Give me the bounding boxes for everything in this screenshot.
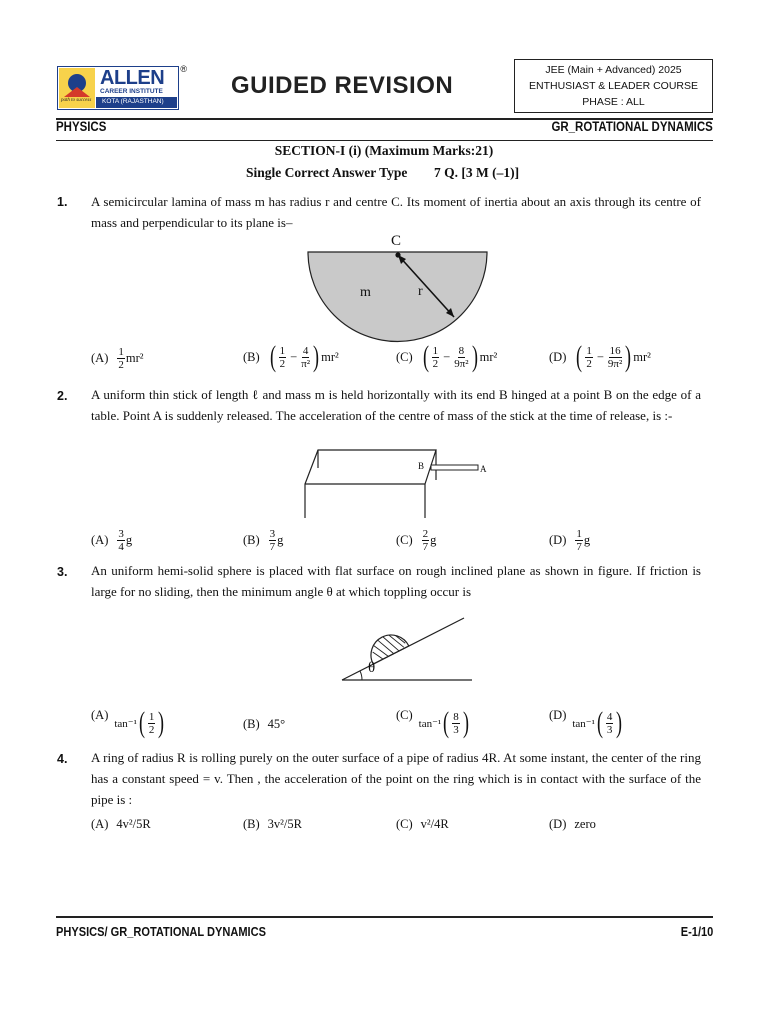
option-prefix: tan⁻¹ — [114, 717, 137, 730]
question-number: 1. — [57, 195, 68, 209]
denominator: 3 — [453, 723, 459, 736]
course-info-line1: JEE (Main + Advanced) 2025 — [545, 64, 682, 76]
logo-tagline: path to success — [61, 98, 92, 103]
option-c[interactable] — [396, 528, 436, 553]
fraction — [117, 528, 125, 553]
fraction — [279, 345, 287, 370]
fraction — [301, 345, 310, 370]
section-title: SECTION-I (i) (Maximum Marks:21) — [274, 143, 494, 158]
option-text: 3v²/5R — [267, 817, 302, 831]
label-a: A — [480, 464, 487, 474]
question-number: 2. — [57, 389, 68, 403]
right-paren: ) — [462, 706, 469, 739]
option-label: (B) — [243, 817, 260, 831]
option-label: (C) — [396, 817, 413, 831]
left-paren: ( — [269, 340, 276, 373]
option-text: 45° — [267, 717, 286, 731]
denominator: 7 — [269, 541, 276, 553]
option-c[interactable] — [396, 342, 497, 372]
left-paren: ( — [443, 706, 450, 739]
logo-line1: CAREER INSTITUTE — [100, 88, 163, 95]
question-text: A semicircular lamina of mass m has radius r and centre C. Its moment of inertia about an axis through its centre of mass and perpendicular to its plane is– — [91, 194, 701, 230]
option-suffix: g — [430, 533, 437, 547]
option-a[interactable] — [91, 817, 151, 832]
label-b: B — [418, 461, 425, 471]
option-suffix: mr² — [479, 349, 498, 364]
option-suffix: mr² — [321, 349, 339, 364]
denominator: 9π² — [454, 357, 469, 370]
option-c[interactable] — [396, 817, 449, 832]
option-label: (A) — [91, 708, 109, 722]
denominator: 9π² — [607, 357, 623, 370]
left-paren: ( — [422, 340, 429, 373]
incline-hemisphere-figure — [338, 614, 478, 684]
footer-topic: PHYSICS/ GR_ROTATIONAL DYNAMICS — [56, 924, 266, 939]
logo-brand: ALLEN — [100, 67, 165, 89]
fraction — [269, 528, 277, 553]
option-label: (C) — [396, 708, 413, 722]
question-text: An uniform hemi-solid sphere is placed with flat surface on rough inclined plane as shown in figure. If friction is large for no sliding, then the minimum angle θ at which toppling occur is — [91, 563, 701, 599]
option-suffix: g — [583, 533, 591, 547]
option-d[interactable] — [549, 817, 596, 832]
numerator: 3 — [269, 528, 276, 540]
section-type: Single Correct Answer Type — [246, 165, 408, 180]
left-paren: ( — [596, 706, 603, 739]
left-paren: ( — [138, 706, 145, 739]
course-info-box — [514, 59, 713, 113]
option-prefix: tan⁻¹ — [418, 717, 442, 730]
right-paren: ) — [625, 340, 632, 373]
option-label: (D) — [549, 533, 567, 547]
numerator: 4 — [302, 344, 309, 357]
option-label: (B) — [243, 349, 260, 364]
denominator: 2 — [279, 357, 286, 370]
option-suffix: mr² — [633, 349, 651, 364]
course-info-line3: PHASE : ALL — [582, 96, 645, 108]
fraction — [452, 711, 460, 736]
left-paren: ( — [576, 340, 583, 373]
fraction — [432, 345, 440, 370]
option-suffix: g — [277, 533, 284, 547]
registered-mark: ® — [180, 64, 187, 74]
minus-sign: − — [443, 349, 451, 364]
option-b[interactable] — [243, 342, 339, 372]
option-text: zero — [574, 817, 596, 831]
logo-line2: KOTA (RAJASTHAN) — [102, 98, 164, 105]
option-a[interactable] — [91, 708, 166, 738]
subject-label: PHYSICS — [56, 119, 107, 134]
option-text: v²/4R — [420, 817, 449, 831]
numerator: 1 — [279, 344, 286, 357]
label-r: r — [418, 284, 423, 299]
numerator: 16 — [609, 344, 621, 357]
option-label: (C) — [396, 349, 413, 364]
denominator: π² — [301, 357, 311, 370]
page-number: E-1/10 — [680, 924, 713, 939]
numerator: 8 — [453, 710, 459, 723]
fraction — [454, 345, 468, 370]
right-paren: ) — [313, 340, 320, 373]
minus-sign: − — [290, 349, 298, 364]
option-label: (D) — [549, 708, 567, 722]
denominator: 2 — [148, 723, 155, 736]
option-b[interactable] — [243, 817, 302, 832]
denominator: 7 — [576, 541, 582, 553]
question-number: 3. — [57, 565, 68, 579]
option-label: (B) — [243, 533, 260, 547]
option-c[interactable] — [396, 708, 471, 738]
numerator: 1 — [576, 528, 582, 540]
label-m: m — [360, 285, 371, 300]
option-a[interactable] — [91, 528, 132, 553]
numerator: 2 — [422, 528, 429, 540]
fraction — [585, 345, 593, 370]
fraction — [608, 345, 622, 370]
option-suffix: mr² — [125, 351, 144, 365]
option-label: (B) — [243, 717, 260, 731]
table-stick-figure — [300, 448, 490, 520]
footer-divider — [56, 916, 713, 918]
numerator: 1 — [432, 344, 439, 357]
option-label: (A) — [91, 351, 109, 365]
option-d[interactable] — [549, 528, 590, 553]
section-marks: 7 Q. [3 M (–1)] — [434, 165, 520, 180]
option-suffix: g — [125, 533, 133, 547]
numerator: 4 — [606, 710, 613, 723]
numerator: 3 — [118, 528, 124, 540]
numerator: 1 — [118, 346, 124, 358]
right-paren: ) — [471, 340, 478, 373]
question-text: A uniform thin stick of length ℓ and mass m is held horizontally with its end B hinged at a point B on the edge of a table. Point A is suddenly released. The acceleration of the centre of mass of the stick at the time of release, is :- — [91, 387, 701, 423]
denominator: 2 — [432, 357, 439, 370]
fraction — [148, 711, 156, 736]
allen-logo — [57, 64, 187, 110]
option-label: (D) — [549, 349, 567, 364]
label-theta: θ — [368, 660, 376, 676]
numerator: 1 — [586, 344, 592, 357]
option-b[interactable] — [243, 717, 285, 732]
course-info-line2: ENTHUSIAST & LEADER COURSE — [528, 80, 698, 92]
option-label: (C) — [396, 533, 413, 547]
option-label: (A) — [91, 533, 109, 547]
option-d[interactable] — [549, 342, 651, 372]
fraction — [575, 528, 583, 553]
right-paren: ) — [158, 706, 165, 739]
right-paren: ) — [616, 706, 623, 739]
denominator: 4 — [118, 541, 124, 553]
label-c: C — [391, 233, 402, 249]
fraction — [422, 528, 430, 553]
numerator: 8 — [458, 344, 465, 357]
denominator: 2 — [118, 359, 124, 371]
subheader-divider — [56, 140, 713, 141]
page-title: GUIDED REVISION — [231, 72, 454, 99]
topic-label: GR_ROTATIONAL DYNAMICS — [551, 119, 713, 134]
fraction — [606, 711, 614, 736]
option-label: (D) — [549, 817, 567, 831]
option-d[interactable] — [549, 708, 624, 738]
fraction — [117, 346, 125, 371]
option-prefix: tan⁻¹ — [572, 717, 595, 730]
denominator: 3 — [606, 723, 613, 736]
option-a[interactable] — [91, 346, 144, 371]
option-label: (A) — [91, 817, 109, 831]
numerator: 1 — [148, 710, 155, 723]
option-text: 4v²/5R — [116, 817, 151, 831]
question-text: A ring of radius R is rolling purely on the outer surface of a pipe of radius 4R. At some instant, the center of the ring has a constant speed = v. Then , the acceleration of the point on the ring which is in contact with the surface of the pipe is : — [91, 750, 701, 807]
question-number: 4. — [57, 752, 68, 766]
denominator: 2 — [586, 357, 592, 370]
denominator: 7 — [422, 541, 429, 553]
minus-sign: − — [596, 349, 604, 364]
option-b[interactable] — [243, 528, 283, 553]
